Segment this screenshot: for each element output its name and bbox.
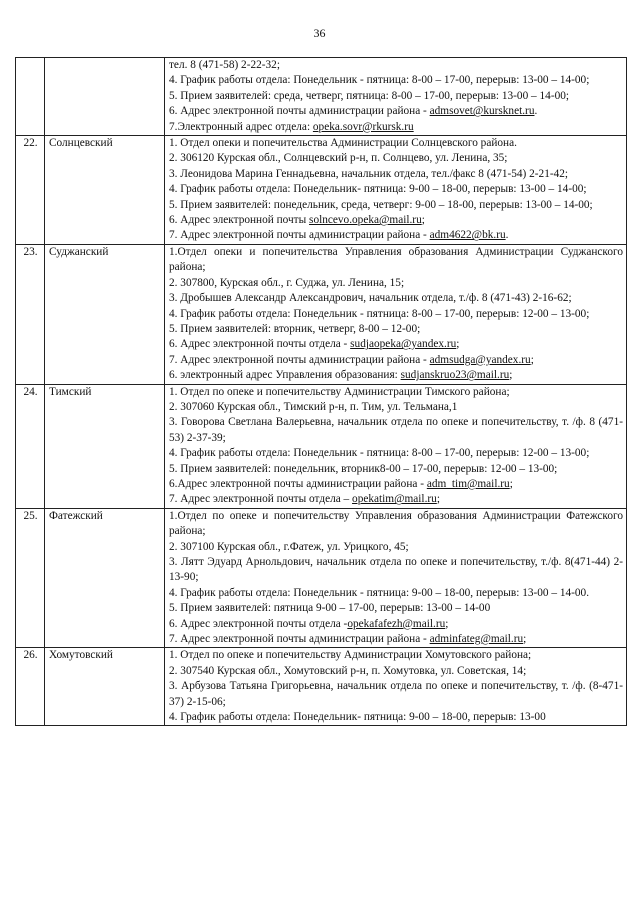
info-line: 7. Адрес электронной почты отдела – opekatim@mail.ru; — [169, 493, 440, 506]
row-number: 23. — [16, 244, 45, 384]
district-info — [165, 648, 627, 726]
info-line: 6. электронный адрес Управления образования: sudjanskruo23@mail.ru; — [169, 369, 513, 382]
info-line: 4. График работы отдела: Понедельник - пятница: 8-00 – 17-00, перерыв: 13-00 – 14-00; — [169, 74, 590, 87]
row-number: 26. — [16, 648, 45, 726]
info-line: 1. Отдел по опеке и попечительству Администрации Хомутовского района; — [169, 649, 532, 662]
table-row — [16, 648, 627, 726]
contacts-table — [15, 57, 627, 726]
info-line: 2. 307540 Курская обл., Хомутовский р-н, п. Хомутовка, ул. Советская, 14; — [169, 664, 527, 677]
info-line: 1. Отдел по опеке и попечительству Администрации Тимского района; — [169, 385, 510, 398]
table-row — [16, 58, 627, 136]
email-link[interactable]: adm4622@bk.ru — [429, 229, 506, 242]
district-info — [165, 508, 627, 648]
district-name: Суджанский — [45, 244, 165, 384]
table-row — [16, 136, 627, 245]
district-name: Солнцевский — [45, 136, 165, 245]
email-link[interactable]: solncevo.opeka@mail.ru — [309, 214, 422, 227]
email-link[interactable]: adminfateg@mail.ru — [429, 633, 524, 646]
page-number: 36 — [313, 26, 326, 40]
info-line: 3. Лятт Эдуард Арнольдович, начальник отдела по опеке и попечительству, т./ф. 8(471-44) 2-13-90; — [169, 556, 623, 584]
district-info — [165, 244, 627, 384]
info-line: 7. Адрес электронной почты администрации района - adm4622@bk.ru. — [169, 229, 509, 242]
info-line: 5. Прием заявителей: пятница 9-00 – 17-00, перерыв: 13-00 – 14-00 — [169, 602, 491, 615]
info-line: 5. Прием заявителей: понедельник, вторник8-00 – 17-00, перерыв: 12-00 – 13-00; — [169, 462, 558, 475]
district-name: Фатежский — [45, 508, 165, 648]
info-line: 5. Прием заявителей: среда, четверг, пятница: 8-00 – 17-00, перерыв: 13-00 – 14-00; — [169, 89, 570, 102]
table-row — [16, 508, 627, 648]
email-link[interactable]: admsudga@yandex.ru — [429, 353, 531, 366]
district-name — [45, 58, 165, 136]
info-line: 4. График работы отдела: Понедельник - пятница: 8-00 – 17-00, перерыв: 12-00 – 13-00; — [169, 447, 590, 460]
info-line: 1. Отдел опеки и попечительства Администрации Солнцевского района. — [169, 137, 517, 150]
info-line: 3. Арбузова Татьяна Григорьевна, начальник отдела по опеке и попечительству, т. /ф. (8-471-37) 2-15-06; — [169, 680, 623, 708]
info-line: 5. Прием заявителей: вторник, четверг, 8-00 – 12-00; — [169, 322, 421, 335]
info-line: 2. 306120 Курская обл., Солнцевский р-н, п. Солнцево, ул. Ленина, 35; — [169, 152, 508, 165]
info-line: 1.Отдел опеки и попечительства Управления образования Администрации Суджанского района; — [169, 245, 623, 274]
district-name: Хомутовский — [45, 648, 165, 726]
info-line: 4. График работы отдела: Понедельник- пятница: 9-00 – 18-00, перерыв: 13-00 – 14-00; — [169, 183, 587, 196]
email-link[interactable]: opekafafezh@mail.ru — [347, 617, 446, 630]
info-line: 4. График работы отдела: Понедельник- пятница: 9-00 – 18-00, перерыв: 13-00 — [169, 711, 546, 724]
info-line: 7. Адрес электронной почты администрации района - adminfateg@mail.ru; — [169, 633, 527, 646]
info-line: 6.Адрес электронной почты администрации района - adm_tim@mail.ru; — [169, 477, 513, 490]
district-info — [165, 384, 627, 508]
info-line: 1.Отдел по опеке и попечительству Управления образования Администрации Фатежского района; — [169, 509, 623, 538]
table-row — [16, 384, 627, 508]
row-number — [16, 58, 45, 136]
row-number: 24. — [16, 384, 45, 508]
info-line: 6. Адрес электронной почты отдела - sudjaopeka@yandex.ru; — [169, 338, 460, 351]
info-line: 4. График работы отдела: Понедельник - пятница: 8-00 – 17-00, перерыв: 12-00 – 13-00; — [169, 307, 590, 320]
info-line: 2. 307100 Курская обл., г.Фатеж, ул. Урицкого, 45; — [169, 540, 409, 553]
email-link[interactable]: sudjaopeka@yandex.ru — [350, 338, 457, 351]
info-line: тел. 8 (471-58) 2-22-32; — [169, 59, 280, 71]
email-link[interactable]: opekatim@mail.ru — [352, 493, 437, 506]
info-line: 7. Адрес электронной почты администрации района - admsudga@yandex.ru; — [169, 353, 534, 366]
district-name: Тимский — [45, 384, 165, 508]
info-line: 3. Говорова Светлана Валерьевна, начальник отдела по опеке и попечительству, т. /ф. 8 (471-53) 2-37-39; — [169, 416, 623, 444]
info-line: 6. Адрес электронной почты администрации района - admsovet@kursknet.ru. — [169, 105, 538, 118]
row-number: 25. — [16, 508, 45, 648]
info-line: 5. Прием заявителей: понедельник, среда, четверг: 9-00 – 18-00, перерыв: 13-00 – 14-00; — [169, 198, 593, 211]
email-link[interactable]: adm_tim@mail.ru — [426, 477, 510, 490]
info-line: 2. 307800, Курская обл., г. Суджа, ул. Ленина, 15; — [169, 276, 405, 289]
district-info — [165, 136, 627, 245]
info-line: 2. 307060 Курская обл., Тимский р-н, п. Тим, ул. Тельмана,1 — [169, 400, 458, 413]
info-line: 6. Адрес электронной почты solncevo.opeka@mail.ru; — [169, 214, 425, 227]
email-link[interactable]: admsovet@kursknet.ru — [429, 105, 535, 118]
info-line: 3. Дробышев Александр Александрович, начальник отдела, т./ф. 8 (471-43) 2-16-62; — [169, 292, 572, 305]
info-line: 7.Электронный адрес отдела: opeka.sovr@rkursk.ru — [169, 120, 414, 133]
table-row — [16, 244, 627, 384]
info-line: 4. График работы отдела: Понедельник - пятница: 9-00 – 18-00, перерыв: 13-00 – 14-00. — [169, 586, 590, 599]
row-number: 22. — [16, 136, 45, 245]
district-info — [165, 58, 627, 136]
email-link[interactable]: opeka.sovr@rkursk.ru — [312, 120, 414, 133]
email-link[interactable]: sudjanskruo23@mail.ru — [400, 369, 510, 382]
info-line: 3. Леонидова Марина Геннадьевна, начальник отдела, тел./факс 8 (471-54) 2-21-42; — [169, 167, 569, 180]
info-line: 6. Адрес электронной почты отдела -opekafafezh@mail.ru; — [169, 617, 449, 630]
